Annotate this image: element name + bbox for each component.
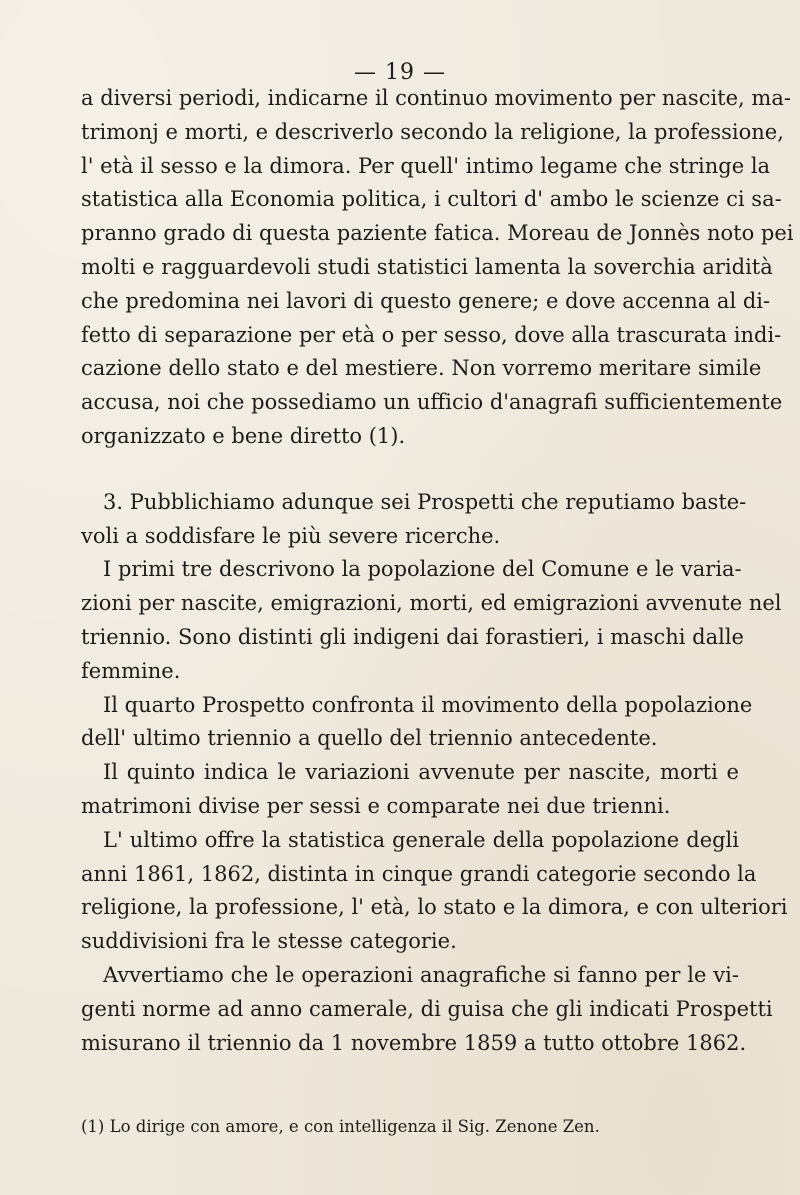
text-line: triennio. Sono distinti gli indigeni dai forastieri, i maschi dalle — [81, 624, 744, 649]
text-line: statistica alla Economia politica, i cultori d' ambo le scienze ci sa- — [81, 187, 782, 212]
paragraph-gap — [81, 454, 739, 486]
text-line: accusa, noi che possediamo un ufficio d'anagrafi sufficientemente — [81, 390, 783, 415]
text-line: trimonj e morti, e descriverlo secondo la religione, la professione, — [81, 119, 784, 144]
text-line: femmine. — [81, 658, 181, 683]
text-line: l' età il sesso e la dimora. Per quell' intimo legame che stringe la — [81, 153, 771, 178]
section-3-heading-line: 3. Pubblichiamo adunque sei Prospetti che reputiamo baste- — [103, 489, 747, 514]
text-line: che predomina nei lavori di questo genere; e dove accenna al di- — [81, 288, 771, 313]
text-line: organizzato e bene diretto (1). — [81, 423, 406, 448]
text-line: cazione dello stato e del mestiere. Non vorremo meritare simile — [81, 356, 762, 381]
text-line: dell' ultimo triennio a quello del triennio antecedente. — [81, 726, 658, 751]
text-line: Il quarto Prospetto confronta il movimento della popolazione — [103, 692, 753, 717]
text-line: fetto di separazione per età o per sesso, dove alla trascurata indi- — [81, 322, 782, 347]
text-line: I primi tre descrivono la popolazione del Comune e le varia- — [103, 557, 742, 582]
text-line: L' ultimo offre la statistica generale della popolazione degli — [103, 827, 739, 852]
text-line: molti e ragguardevoli studi statistici lamenta la soverchia aridità — [81, 254, 773, 279]
text-line: Avvertiamo che le operazioni anagrafiche si fanno per le vi- — [103, 962, 739, 987]
text-line: genti norme ad anno camerale, di guisa che gli indicati Prospetti — [81, 996, 773, 1021]
text-line: matrimoni divise per sessi e comparate nei due trienni. — [81, 793, 671, 818]
text-line: suddivisioni fra le stesse categorie. — [81, 929, 457, 954]
text-line: Il quinto indica le variazioni avvenute per nascite, morti e — [103, 760, 739, 785]
page-number: — 19 — — [354, 60, 446, 85]
text-line: religione, la professione, l' età, lo stato e la dimora, e con ulteriori — [81, 895, 788, 920]
document-body — [81, 82, 794, 1060]
text-line: zioni per nascite, emigrazioni, morti, ed emigrazioni avvenute nel — [81, 591, 782, 616]
text-line: anni 1861, 1862, distinta in cinque grandi categorie secondo la — [81, 861, 757, 886]
text-line: voli a soddisfare le più severe ricerche. — [81, 523, 501, 548]
text-line: pranno grado di questa paziente fatica. Moreau de Jonnès noto pei — [81, 221, 794, 246]
text-line: a diversi periodi, indicarne il continuo movimento per nascite, ma- — [81, 86, 791, 110]
footnote: (1) Lo dirige con amore, e con intelligenza il Sig. Zenone Zen. — [81, 1117, 600, 1136]
text-line: misurano il triennio da 1 novembre 1859 a tutto ottobre 1862. — [81, 1030, 747, 1055]
